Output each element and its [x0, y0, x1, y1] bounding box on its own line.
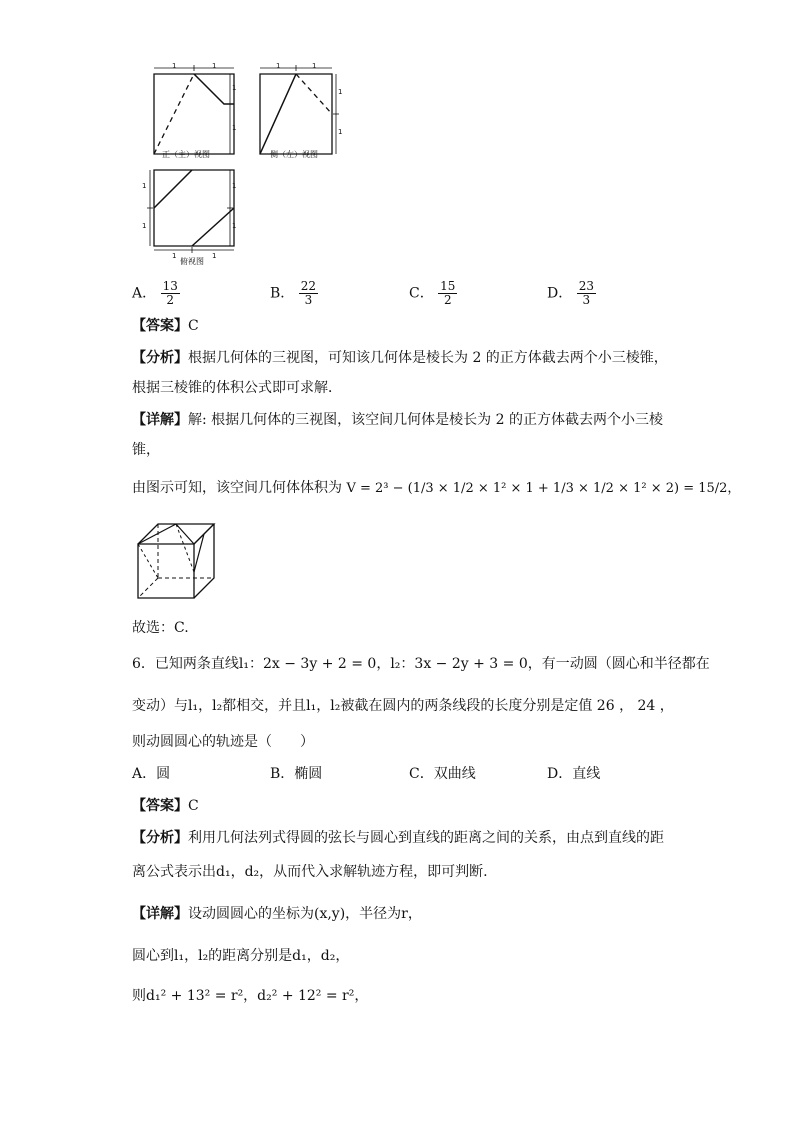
- option-fraction: [577, 280, 596, 307]
- option-letter: B．: [270, 285, 295, 302]
- q6-option-a: A．圆: [132, 766, 171, 782]
- dim-label: 1: [338, 128, 343, 136]
- q5-detail-line-1: [132, 410, 663, 430]
- answer-value: C: [188, 318, 199, 334]
- q6-option-d: D．直线: [547, 766, 601, 782]
- q5-detail-line-3: [132, 478, 740, 499]
- option-letter: D．: [547, 285, 573, 302]
- q6-detail-line-1: [132, 904, 422, 924]
- fraction-denominator: 2: [443, 293, 452, 307]
- dim-label: 1: [142, 182, 147, 190]
- q5-answer: [132, 316, 199, 336]
- option-fraction: [438, 280, 457, 307]
- answer-tag: 【答案】: [132, 798, 188, 814]
- top-view-caption: 俯视图: [180, 257, 204, 266]
- fraction-denominator: 3: [304, 293, 313, 307]
- dim-label: 1: [232, 124, 237, 132]
- dim-label: 1: [338, 88, 343, 96]
- dim-label: 1: [212, 252, 217, 260]
- dim-label: 1: [172, 252, 177, 260]
- answer-value: C: [188, 798, 199, 814]
- three-view-svg: [140, 62, 350, 270]
- detail-tag: 【详解】: [132, 906, 188, 922]
- fraction-denominator: 2: [166, 293, 175, 307]
- q6-detail-line-2: 圆心到l₁，l₂的距离分别是d₁，d₂，: [132, 948, 350, 964]
- dim-label: 1: [312, 62, 317, 70]
- q6-stem-line-1: 6．已知两条直线l₁：2x − 3y + 2 = 0，l₂：3x − 2y + 3 = 0，有一动圆（圆心和半径都在: [132, 656, 710, 672]
- analysis-tag: 【分析】: [132, 350, 188, 366]
- q5-detail-line-2: 锥，: [132, 442, 160, 458]
- q6-analysis-line-2: 离公式表示出d₁，d₂，从而代入求解轨迹方程，即可判断.: [132, 864, 488, 880]
- detail-text: 设动圆圆心的坐标为(x,y)，半径为r，: [188, 906, 422, 922]
- dim-label: 1: [232, 222, 237, 230]
- fraction-numerator: 15: [440, 279, 456, 293]
- q6-stem-line-3: 则动圆圆心的轨迹是（ ）: [132, 734, 314, 750]
- q5-conclusion: 故选：C.: [132, 620, 189, 636]
- detail-tag: 【详解】: [132, 412, 188, 428]
- q5-option-c: [409, 280, 457, 307]
- q5-option-d: [547, 280, 596, 307]
- analysis-tag: 【分析】: [132, 830, 188, 846]
- analysis-text: 根据几何体的三视图，可知该几何体是棱长为 2 的正方体截去两个小三棱锥，: [188, 350, 668, 366]
- top-view: [147, 170, 237, 253]
- fraction-numerator: 22: [300, 279, 317, 293]
- side-view: [260, 65, 339, 154]
- q6-detail-line-3: 则d₁² + 13² = r²，d₂² + 12² = r²，: [132, 988, 369, 1004]
- dim-label: 1: [232, 182, 237, 190]
- volume-formula: V = 2³ − (1/3 × 1/2 × 1² × 1 + 1/3 × 1/2 × 1² × 2) = 15/2，: [346, 481, 741, 496]
- side-view-caption: 侧（左）视图: [270, 150, 318, 159]
- answer-tag: 【答案】: [132, 318, 188, 334]
- cube-figure: [136, 520, 220, 600]
- dim-label: 1: [142, 222, 147, 230]
- option-letter: A．: [132, 285, 157, 302]
- cube-svg: [136, 520, 220, 600]
- front-view-caption: 正（主）视图: [162, 150, 210, 159]
- three-view-figure: [140, 62, 350, 270]
- q5-analysis-line-2: 根据三棱锥的体积公式即可求解．: [132, 380, 342, 396]
- dim-label: 1: [232, 84, 237, 92]
- fraction-numerator: 13: [162, 279, 178, 293]
- dim-label: 1: [212, 62, 217, 70]
- q6-option-b: B．椭圆: [270, 766, 323, 782]
- analysis-text: 利用几何法列式得圆的弦长与圆心到直线的距离之间的关系，由点到直线的距: [188, 830, 664, 846]
- dim-label: 1: [276, 62, 281, 70]
- q5-analysis-line-1: [132, 348, 668, 368]
- front-view: [154, 65, 237, 154]
- option-fraction: [299, 280, 318, 307]
- q5-option-b: [270, 280, 318, 307]
- q6-option-c: C．双曲线: [409, 766, 476, 782]
- q6-answer: [132, 796, 199, 816]
- q6-stem-line-2: 变动）与l₁，l₂都相交，并且l₁，l₂被截在圆内的两条线段的长度分别是定值 26 ， 24 ，: [132, 698, 674, 714]
- option-letter: C．: [409, 285, 434, 302]
- q5-option-a: [132, 280, 180, 307]
- fraction-denominator: 3: [582, 293, 591, 307]
- fraction-numerator: 23: [578, 279, 594, 293]
- detail-prefix: 由图示可知，该空间几何体体积为: [132, 480, 342, 496]
- option-fraction: [161, 280, 180, 307]
- detail-text: 解: 根据几何体的三视图，该空间几何体是棱长为 2 的正方体截去两个小三棱: [188, 412, 663, 428]
- dim-label: 1: [172, 62, 177, 70]
- q6-analysis-line-1: [132, 828, 664, 848]
